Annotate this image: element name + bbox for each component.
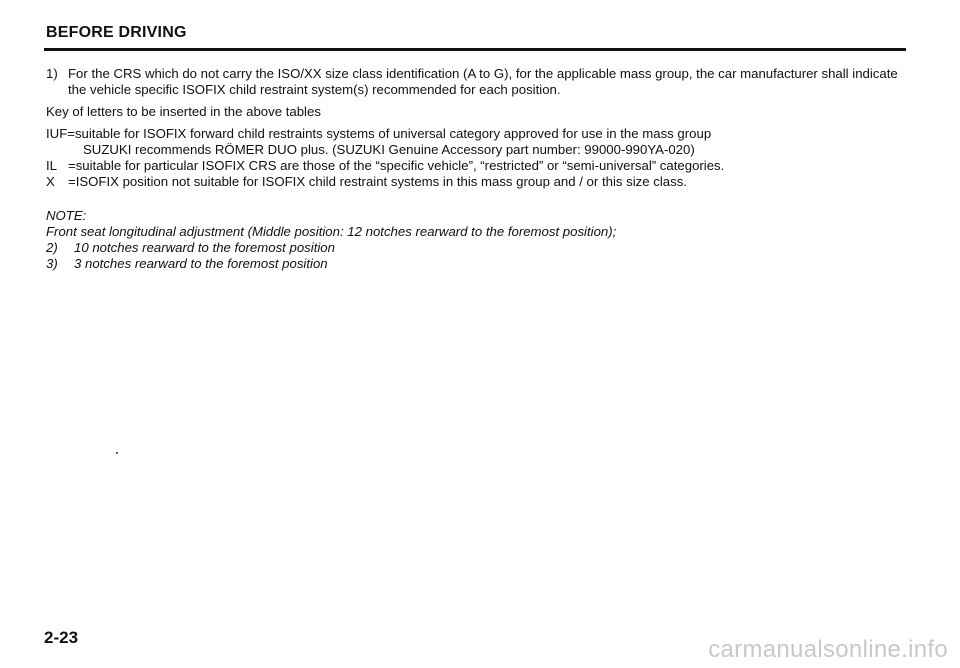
- watermark: carmanualsonline.info: [708, 636, 948, 663]
- note-line: Front seat longitudinal adjustment (Middle position: 12 notches rearward to the foremost position);: [46, 224, 617, 239]
- note-block: [46, 208, 916, 272]
- footnote-1-number: 1): [46, 66, 58, 81]
- key-code: IL: [46, 158, 57, 173]
- key-item-iuf: [46, 126, 916, 142]
- footnote-1-text: For the CRS which do not carry the ISO/XX size class identification (A to G), for the applicable mass group, the car manufacturer shall indicate the vehicle specific ISOFIX child restraint system(s) recommended for each position.: [68, 66, 898, 97]
- key-text: =suitable for ISOFIX forward child restraints systems of universal category approved for use in the mass group: [67, 126, 712, 141]
- key-item-il: [46, 158, 916, 174]
- key-text: =ISOFIX position not suitable for ISOFIX child restraint systems in this mass group and / or this size class.: [68, 174, 687, 189]
- note-item-2: [46, 240, 916, 256]
- note-label: NOTE:: [46, 208, 87, 223]
- footnote-1: [46, 66, 916, 98]
- key-code: X: [46, 174, 55, 189]
- key-item-x: [46, 174, 916, 190]
- note-item-text: 3 notches rearward to the foremost position: [74, 256, 328, 271]
- key-intro: Key of letters to be inserted in the above tables: [46, 104, 321, 119]
- note-item-text: 10 notches rearward to the foremost position: [74, 240, 335, 255]
- page-number: 2-23: [44, 628, 79, 647]
- note-item-number: 3): [46, 256, 58, 271]
- print-speck: [116, 452, 118, 454]
- note-item-number: 2): [46, 240, 58, 255]
- section-title: BEFORE DRIVING: [46, 24, 187, 41]
- key-list: [46, 126, 916, 190]
- page-content: [46, 66, 916, 272]
- note-item-3: [46, 256, 916, 272]
- key-item-iuf-sub: SUZUKI recommends RÖMER DUO plus. (SUZUKI Genuine Accessory part number: 99000-990YA-020): [83, 142, 695, 157]
- header-divider: [44, 48, 906, 51]
- key-text: =suitable for particular ISOFIX CRS are those of the “specific vehicle”, “restricted” or “semi-universal” categories.: [68, 158, 725, 173]
- key-code: IUF: [46, 126, 68, 141]
